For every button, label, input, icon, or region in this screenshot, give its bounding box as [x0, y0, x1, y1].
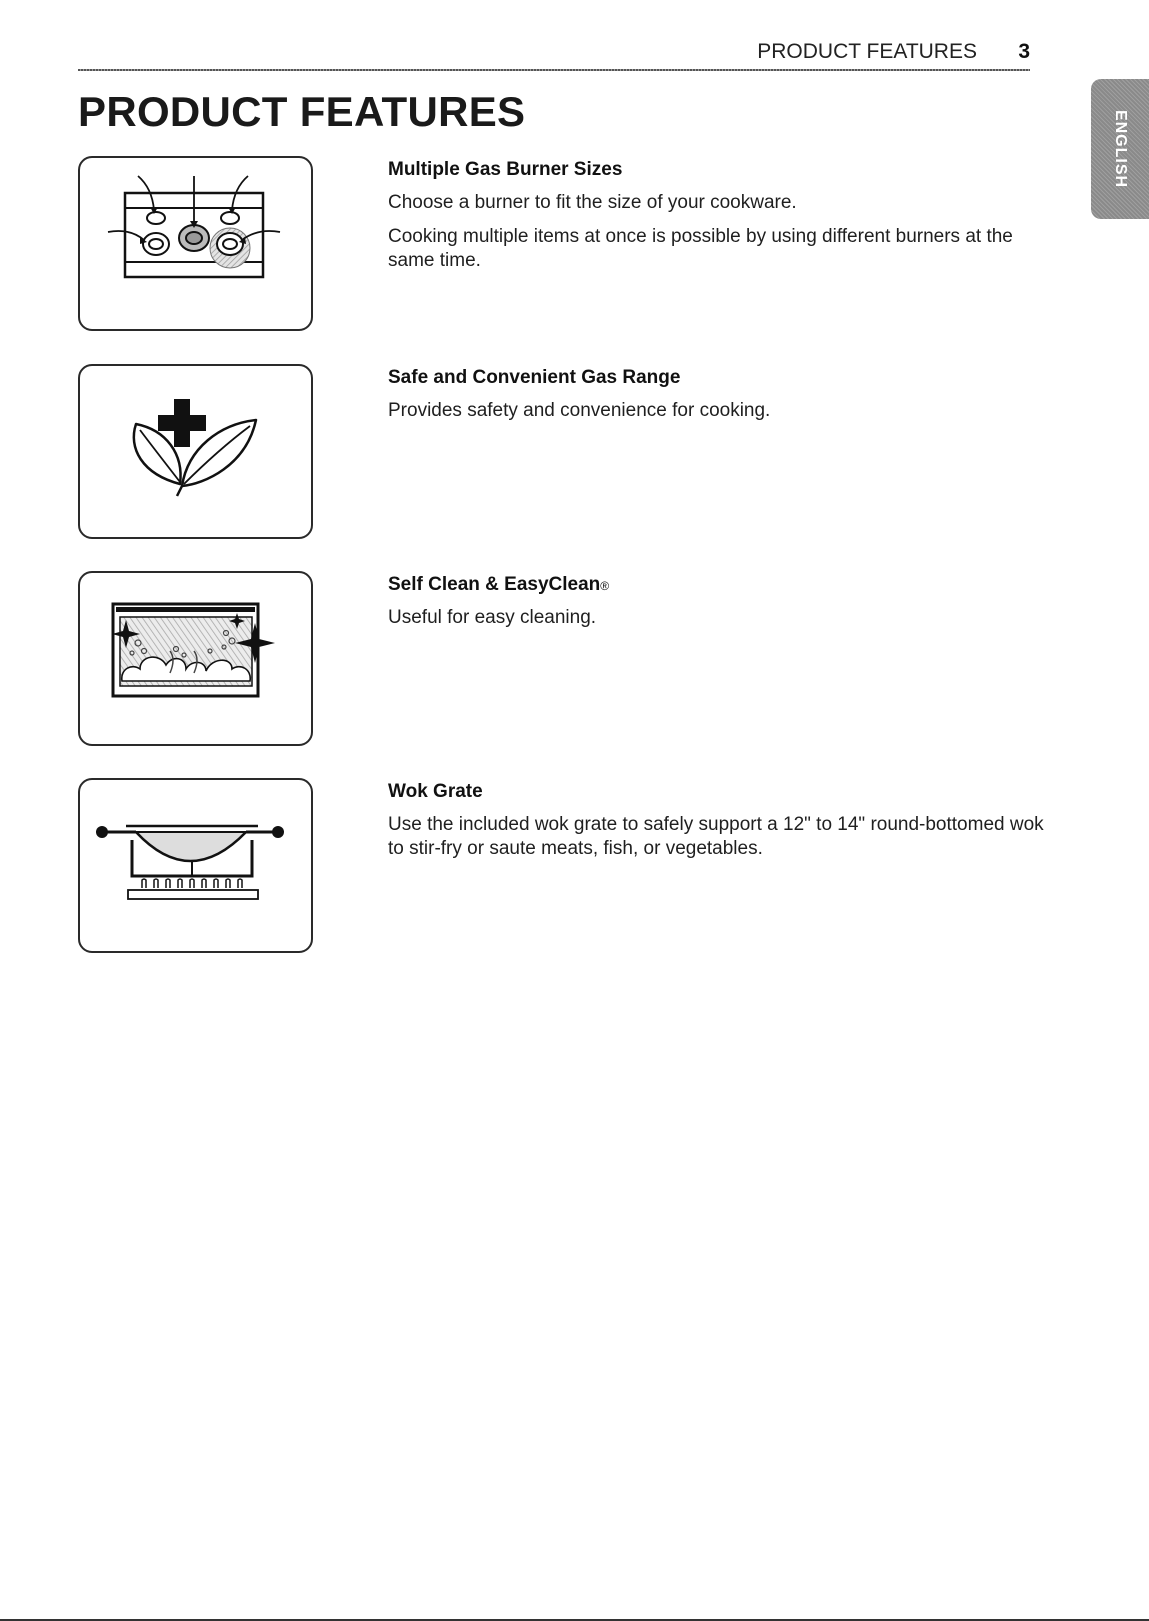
feature-safe-range — [78, 364, 1058, 539]
safety-leaves-cross-icon — [78, 364, 313, 539]
wok-grate-icon — [78, 778, 313, 953]
feature-heading: Multiple Gas Burner Sizes — [388, 159, 623, 180]
feature-self-clean — [78, 571, 1058, 746]
feature-description: Use the included wok grate to safely support a 12" to 14" round-bottomed wok to stir-fry or saute meats, fish, or vegetables. — [388, 814, 1044, 859]
feature-heading — [388, 571, 1058, 597]
sparkling-oven-icon — [78, 571, 313, 746]
feature-gas-burners — [78, 156, 1058, 331]
language-tab-label: ENGLISH — [1112, 109, 1129, 189]
feature-heading-text: Self Clean & EasyClean — [388, 574, 601, 595]
feature-description: Provides safety and convenience for cooking. — [388, 400, 771, 421]
feature-description: Cooking multiple items at once is possible by using different burners at the same time. — [388, 226, 1013, 271]
registered-mark: ® — [600, 579, 610, 593]
running-title: PRODUCT FEATURES — [757, 40, 977, 63]
page-number: 3 — [1018, 40, 1030, 63]
page-title: PRODUCT FEATURES — [78, 88, 526, 135]
feature-heading: Safe and Convenient Gas Range — [388, 367, 681, 388]
running-header — [78, 40, 1030, 70]
feature-wok-grate — [78, 778, 1058, 953]
header-rule — [78, 69, 1030, 71]
language-tab — [1091, 79, 1149, 219]
feature-heading: Wok Grate — [388, 781, 483, 802]
gas-burners-icon — [78, 156, 313, 331]
feature-description: Choose a burner to fit the size of your cookware. — [388, 192, 797, 213]
feature-description: Useful for easy cleaning. — [388, 607, 597, 628]
